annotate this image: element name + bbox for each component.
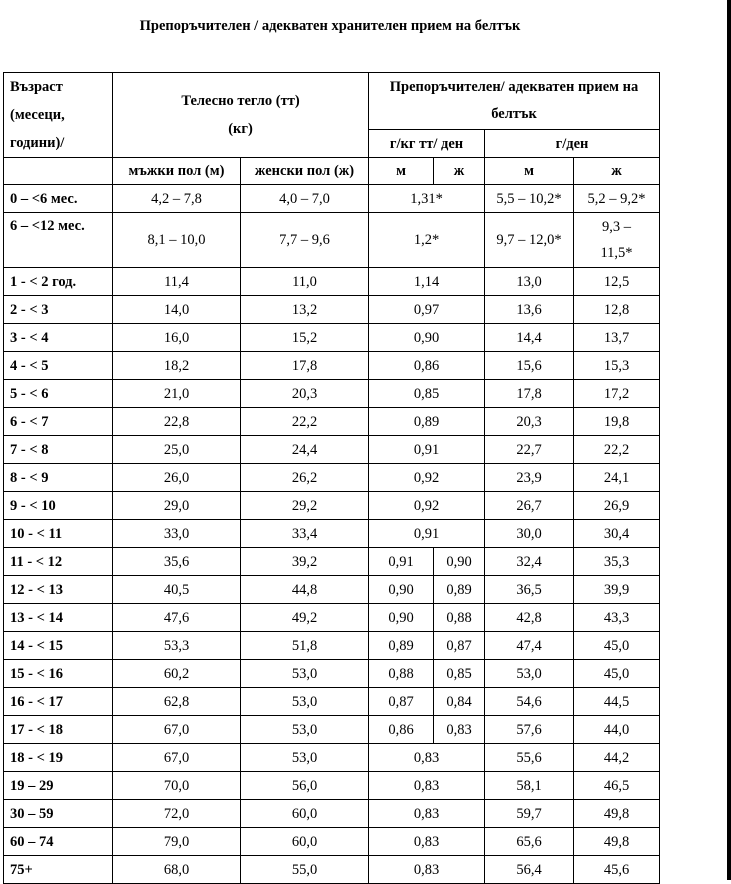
weight-header-line1: Телесно тегло (тт): [181, 93, 300, 109]
per-day-male-cell: 47,4: [485, 632, 574, 660]
per-kg-cell: 0,92: [369, 492, 485, 520]
per-kg-cell: 0,91: [369, 436, 485, 464]
age-header-line3: години)/: [10, 135, 65, 151]
weight-male-cell: 67,0: [113, 716, 241, 744]
per-day-male-cell: 22,7: [485, 436, 574, 464]
age-cell: 10 - < 11: [4, 520, 113, 548]
age-cell: 14 - < 15: [4, 632, 113, 660]
table-row: [4, 408, 660, 436]
per-kg-cell: 0,90: [369, 324, 485, 352]
weight-male-cell: 11,4: [113, 268, 241, 296]
intake-header: [369, 73, 660, 130]
per-day-female-cell: 39,9: [574, 576, 660, 604]
per-kg-cell: 0,85: [369, 380, 485, 408]
age-cell: 0 – <6 мес.: [4, 185, 113, 213]
weight-female-cell: 56,0: [241, 772, 369, 800]
weight-male-cell: 53,3: [113, 632, 241, 660]
header-row-3: [4, 158, 660, 185]
per-day-male-cell: 36,5: [485, 576, 574, 604]
weight-female-cell: 22,2: [241, 408, 369, 436]
per-day-female-cell: 22,2: [574, 436, 660, 464]
weight-male-cell: 62,8: [113, 688, 241, 716]
age-header-line1: Възраст: [10, 79, 63, 95]
per-day-male-cell: 9,7 – 12,0*: [485, 213, 574, 268]
weight-female-cell: 60,0: [241, 800, 369, 828]
age-cell: 2 - < 3: [4, 296, 113, 324]
age-cell: 5 - < 6: [4, 380, 113, 408]
per-kg-cell: 0,83: [369, 744, 485, 772]
weight-female-cell: 49,2: [241, 604, 369, 632]
per-kg-female-cell: 0,84: [434, 688, 485, 716]
weight-male-cell: 47,6: [113, 604, 241, 632]
per-day-male-cell: 26,7: [485, 492, 574, 520]
per-day-female-cell: 12,8: [574, 296, 660, 324]
weight-female-cell: 15,2: [241, 324, 369, 352]
weight-female-cell: 55,0: [241, 856, 369, 884]
weight-male-cell: 14,0: [113, 296, 241, 324]
age-cell: 15 - < 16: [4, 660, 113, 688]
per-kg-male-cell: 0,89: [369, 632, 434, 660]
weight-male-cell: 8,1 – 10,0: [113, 213, 241, 268]
per-day-male-cell: 53,0: [485, 660, 574, 688]
table-row: [4, 352, 660, 380]
per-day-male-cell: 57,6: [485, 716, 574, 744]
age-cell: 11 - < 12: [4, 548, 113, 576]
age-cell: 12 - < 13: [4, 576, 113, 604]
per-day-female-cell: 46,5: [574, 772, 660, 800]
per-kg-female-cell: 0,88: [434, 604, 485, 632]
per-day-female-cell: 5,2 – 9,2*: [574, 185, 660, 213]
per-day-female-cell: 35,3: [574, 548, 660, 576]
weight-male-cell: 33,0: [113, 520, 241, 548]
weight-female-cell: 53,0: [241, 744, 369, 772]
per-day-male-cell: 32,4: [485, 548, 574, 576]
male-weight-header: мъжки пол (м): [113, 158, 241, 185]
per-day-female-cell: 45,0: [574, 632, 660, 660]
weight-female-cell: 53,0: [241, 688, 369, 716]
table-row: [4, 520, 660, 548]
per-kg-male-header: м: [369, 158, 434, 185]
table-row: [4, 464, 660, 492]
per-day-male-cell: 56,4: [485, 856, 574, 884]
table-row: [4, 576, 660, 604]
per-day-female-cell: 19,8: [574, 408, 660, 436]
protein-intake-table: [3, 72, 660, 884]
per-day-female-cell: 44,2: [574, 744, 660, 772]
table-row: [4, 296, 660, 324]
per-day-male-cell: 59,7: [485, 800, 574, 828]
per-day-male-cell: 13,6: [485, 296, 574, 324]
age-cell: 3 - < 4: [4, 324, 113, 352]
per-kg-male-cell: 0,91: [369, 548, 434, 576]
per-day-female-line1: 9,3 –: [602, 219, 632, 235]
weight-male-cell: 26,0: [113, 464, 241, 492]
age-cell: 6 – <12 мес.: [4, 213, 113, 268]
per-kg-cell: 0,83: [369, 828, 485, 856]
weight-female-cell: 26,2: [241, 464, 369, 492]
per-day-female-cell: 24,1: [574, 464, 660, 492]
weight-female-cell: 60,0: [241, 828, 369, 856]
per-day-male-cell: 58,1: [485, 772, 574, 800]
weight-male-cell: 25,0: [113, 436, 241, 464]
weight-male-cell: 67,0: [113, 744, 241, 772]
age-cell: 4 - < 5: [4, 352, 113, 380]
age-cell: 9 - < 10: [4, 492, 113, 520]
table-row: [4, 380, 660, 408]
age-cell: 6 - < 7: [4, 408, 113, 436]
per-day-male-cell: 15,6: [485, 352, 574, 380]
per-kg-male-cell: 0,90: [369, 604, 434, 632]
weight-female-cell: 51,8: [241, 632, 369, 660]
weight-female-cell: 44,8: [241, 576, 369, 604]
weight-female-cell: 13,2: [241, 296, 369, 324]
table-row: [4, 436, 660, 464]
per-kg-female-cell: 0,87: [434, 632, 485, 660]
weight-female-cell: 11,0: [241, 268, 369, 296]
age-cell: 13 - < 14: [4, 604, 113, 632]
per-day-female-cell: [574, 213, 660, 268]
age-cell: 60 – 74: [4, 828, 113, 856]
per-kg-male-cell: 0,86: [369, 716, 434, 744]
weight-female-cell: 20,3: [241, 380, 369, 408]
per-day-male-header: м: [485, 158, 574, 185]
weight-female-cell: 24,4: [241, 436, 369, 464]
per-day-male-cell: 13,0: [485, 268, 574, 296]
per-kg-female-cell: 0,89: [434, 576, 485, 604]
per-kg-female-cell: 0,85: [434, 660, 485, 688]
per-day-female-line2: 11,5*: [600, 245, 633, 261]
per-kg-cell: 0,91: [369, 520, 485, 548]
table-row: [4, 604, 660, 632]
per-kg-cell: 1,2*: [369, 213, 485, 268]
weight-male-cell: 18,2: [113, 352, 241, 380]
per-day-female-cell: 15,3: [574, 352, 660, 380]
female-weight-header: женски пол (ж): [241, 158, 369, 185]
age-cell: 8 - < 9: [4, 464, 113, 492]
age-cell: 1 - < 2 год.: [4, 268, 113, 296]
per-day-female-cell: 30,4: [574, 520, 660, 548]
per-kg-cell: 0,86: [369, 352, 485, 380]
weight-header: [113, 73, 369, 158]
table-row: [4, 324, 660, 352]
per-kg-male-cell: 0,90: [369, 576, 434, 604]
table-row: [4, 688, 660, 716]
weight-female-cell: 33,4: [241, 520, 369, 548]
weight-female-cell: 29,2: [241, 492, 369, 520]
per-kg-cell: 0,83: [369, 800, 485, 828]
weight-male-cell: 40,5: [113, 576, 241, 604]
table-row: [4, 492, 660, 520]
per-kg-male-cell: 0,87: [369, 688, 434, 716]
per-kg-cell: 0,83: [369, 856, 485, 884]
weight-header-line2: (кг): [228, 121, 253, 137]
per-day-male-cell: 30,0: [485, 520, 574, 548]
per-day-male-cell: 42,8: [485, 604, 574, 632]
per-kg-cell: 0,97: [369, 296, 485, 324]
per-day-female-cell: 49,8: [574, 800, 660, 828]
per-day-female-cell: 49,8: [574, 828, 660, 856]
per-kg-cell: 0,89: [369, 408, 485, 436]
weight-female-cell: 4,0 – 7,0: [241, 185, 369, 213]
weight-male-cell: 79,0: [113, 828, 241, 856]
per-day-female-cell: 45,6: [574, 856, 660, 884]
page-edge-bar: [727, 0, 731, 880]
weight-male-cell: 68,0: [113, 856, 241, 884]
per-day-female-header: ж: [574, 158, 660, 185]
age-cell: 16 - < 17: [4, 688, 113, 716]
age-header: [4, 73, 113, 158]
table-row: [4, 828, 660, 856]
per-kg-female-cell: 0,90: [434, 548, 485, 576]
per-day-male-cell: 14,4: [485, 324, 574, 352]
per-day-female-cell: 43,3: [574, 604, 660, 632]
weight-female-cell: 39,2: [241, 548, 369, 576]
per-day-female-cell: 13,7: [574, 324, 660, 352]
per-kg-female-cell: 0,83: [434, 716, 485, 744]
table-row: [4, 716, 660, 744]
weight-male-cell: 4,2 – 7,8: [113, 185, 241, 213]
age-cell: 17 - < 18: [4, 716, 113, 744]
per-day-male-cell: 55,6: [485, 744, 574, 772]
per-day-male-cell: 20,3: [485, 408, 574, 436]
weight-female-cell: 53,0: [241, 716, 369, 744]
weight-female-cell: 53,0: [241, 660, 369, 688]
table-row: [4, 268, 660, 296]
age-cell: 75+: [4, 856, 113, 884]
weight-male-cell: 29,0: [113, 492, 241, 520]
weight-male-cell: 72,0: [113, 800, 241, 828]
table-row: [4, 213, 660, 268]
table-row: [4, 856, 660, 884]
per-kg-cell: 1,14: [369, 268, 485, 296]
per-day-female-cell: 45,0: [574, 660, 660, 688]
per-day-female-cell: 12,5: [574, 268, 660, 296]
per-day-female-cell: 44,5: [574, 688, 660, 716]
weight-male-cell: 35,6: [113, 548, 241, 576]
table-row: [4, 548, 660, 576]
table-row: [4, 660, 660, 688]
page-title: Препоръчителен / адекватен хранителен прием на белтък: [139, 18, 521, 34]
age-cell: 18 - < 19: [4, 744, 113, 772]
per-day-female-cell: 17,2: [574, 380, 660, 408]
per-day-female-cell: 26,9: [574, 492, 660, 520]
header-row-1: [4, 73, 660, 130]
table-row: [4, 744, 660, 772]
table-row: [4, 800, 660, 828]
per-kg-cell: 1,31*: [369, 185, 485, 213]
per-day-male-cell: 54,6: [485, 688, 574, 716]
per-day-male-cell: 23,9: [485, 464, 574, 492]
weight-male-cell: 70,0: [113, 772, 241, 800]
age-cell: 7 - < 8: [4, 436, 113, 464]
intake-header-line2: белтък: [491, 106, 537, 122]
age-cell: 30 – 59: [4, 800, 113, 828]
table-row: [4, 772, 660, 800]
weight-male-cell: 16,0: [113, 324, 241, 352]
weight-male-cell: 22,8: [113, 408, 241, 436]
table-row: [4, 185, 660, 213]
age-header-line2: (месеци,: [10, 107, 65, 123]
weight-female-cell: 7,7 – 9,6: [241, 213, 369, 268]
per-kg-female-header: ж: [434, 158, 485, 185]
per-day-male-cell: 65,6: [485, 828, 574, 856]
weight-male-cell: 60,2: [113, 660, 241, 688]
per-day-header: г/ден: [485, 130, 660, 158]
weight-female-cell: 17,8: [241, 352, 369, 380]
per-kg-male-cell: 0,88: [369, 660, 434, 688]
per-day-female-cell: 44,0: [574, 716, 660, 744]
table-row: [4, 632, 660, 660]
per-day-male-cell: 17,8: [485, 380, 574, 408]
per-kg-header: г/кг тт/ ден: [369, 130, 485, 158]
per-kg-cell: 0,83: [369, 772, 485, 800]
age-cell: 19 – 29: [4, 772, 113, 800]
intake-header-line1: Препоръчителен/ адекватен прием на: [389, 79, 639, 95]
per-kg-cell: 0,92: [369, 464, 485, 492]
per-day-male-cell: 5,5 – 10,2*: [485, 185, 574, 213]
weight-male-cell: 21,0: [113, 380, 241, 408]
